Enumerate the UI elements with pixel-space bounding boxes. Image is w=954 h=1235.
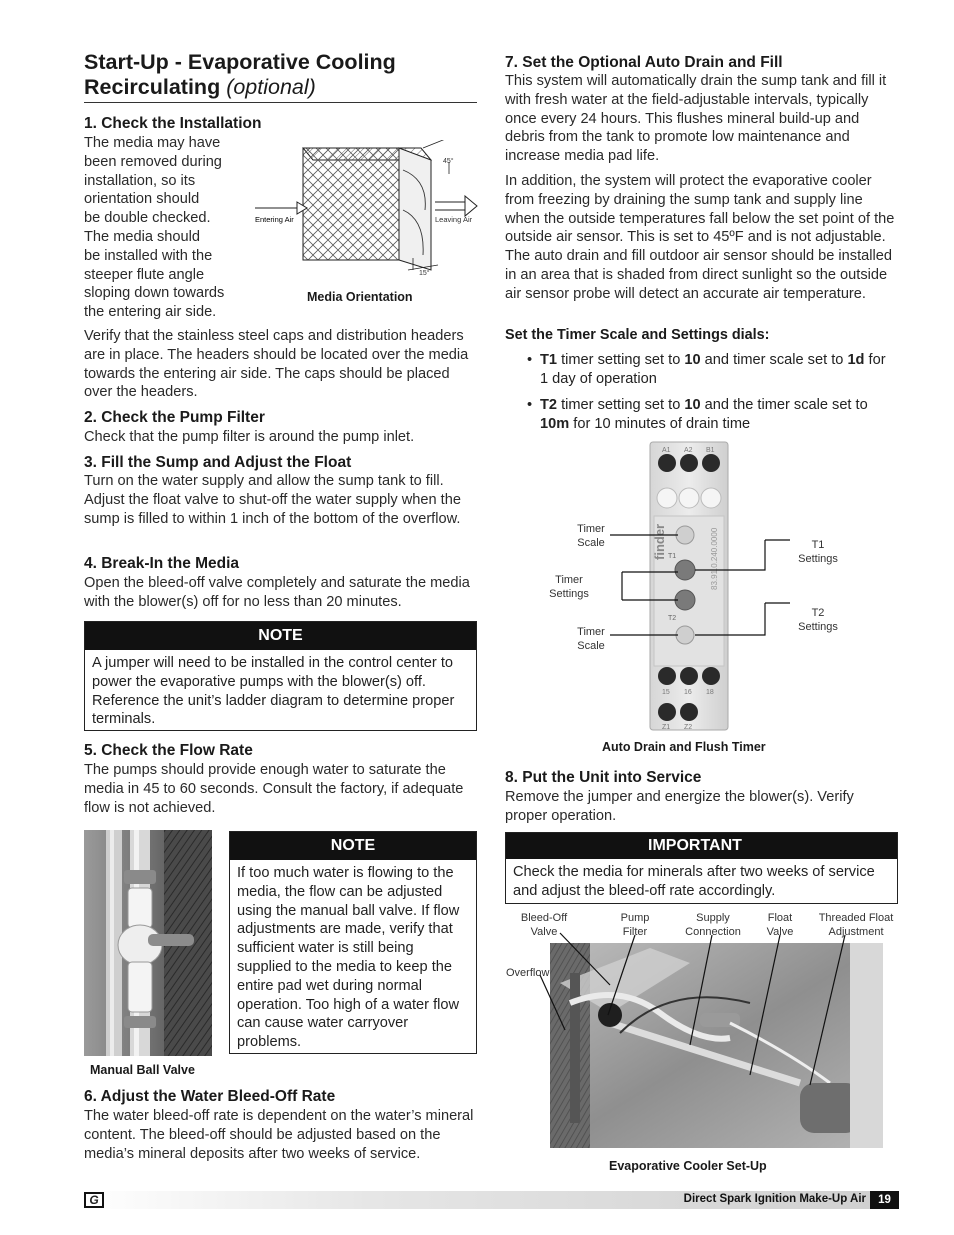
- note-jumper: [84, 621, 477, 731]
- note-jumper-heading: NOTE: [85, 622, 476, 650]
- section-1-line: orientation should: [84, 191, 200, 208]
- section-1-body-2: Verify that the stainless steel caps and distribution headers are in place. The headers should be located over the media towards the entering air side. The caps should be placed over the headers.: [84, 328, 469, 401]
- bullet-t1-k2: 10: [684, 352, 701, 368]
- terminal-18: 18: [706, 689, 714, 696]
- entering-air-label: Entering Air: [255, 215, 294, 224]
- section-1-line: the entering air side.: [84, 304, 217, 321]
- bullet-t1-t2: and timer scale set to: [700, 352, 848, 368]
- angle-15-label: 15°: [419, 270, 430, 277]
- important-box: [505, 832, 898, 904]
- label-timer-settings: Timer Settings: [549, 574, 589, 600]
- terminal-a2: A2: [684, 447, 693, 454]
- label-threaded-float-adjustment: Threaded Float Adjustment: [818, 912, 894, 938]
- note-flow-heading: NOTE: [230, 832, 476, 860]
- section-7-body-1: This system will automatically drain the sump tank and fill it with fresh water at the field-adjustable intervals, typically once every 24 hours. This flushes mineral build-up and debris from the tank to promote low maintenance and increase media pad life.: [505, 73, 887, 165]
- angle-45-label: 45°: [443, 158, 454, 165]
- label-overflow: Overflow: [506, 967, 550, 979]
- title-optional: (optional): [226, 75, 316, 99]
- label-t2-settings: T2 Settings: [798, 607, 838, 633]
- bullet-t1-t3: for 1 day of operation: [540, 352, 886, 387]
- section-1-line: been removed during: [84, 153, 222, 170]
- bullet-t2-t1: timer setting set to: [557, 397, 685, 413]
- media-orientation-diagram: [253, 140, 483, 310]
- section-2-heading: 2. Check the Pump Filter: [84, 409, 265, 426]
- cooler-callout-lines: [500, 925, 900, 1155]
- bullet-t1-k3: 1d: [847, 352, 865, 368]
- bullet-t2-k2: 10: [684, 397, 701, 413]
- label-pump-filter: Pump Filter: [620, 912, 650, 938]
- section-4-heading: 4. Break-In the Media: [84, 555, 240, 572]
- footer-logo: G: [84, 1192, 104, 1208]
- title-rule: [84, 102, 477, 103]
- section-3-body: Turn on the water supply and allow the sump tank to fill. Adjust the float valve to shut-off the water supply when the sump is filled to within 1 inch of the bottom of the overflow.: [84, 473, 461, 527]
- leaving-air-label: Leaving Air: [435, 215, 473, 224]
- section-4-body: Open the bleed-off valve completely and saturate the media with the blower(s) off for no less than 20 minutes.: [84, 575, 470, 610]
- terminal-z2: Z2: [684, 724, 693, 731]
- bullet-t2-t3: for 10 minutes of drain time: [569, 415, 751, 432]
- section-6-body: The water bleed-off rate is dependent on the water’s mineral content. The bleed-off should be adjusted based on the media’s mineral deposits after two weeks of service.: [84, 1108, 474, 1162]
- terminal-z1: Z1: [662, 724, 671, 731]
- bullet-t1-k1: T1: [540, 352, 558, 368]
- bullet-t2-k1: T2: [540, 397, 558, 413]
- section-1-line: The media should: [84, 228, 201, 245]
- bullet-t2: [527, 396, 897, 434]
- section-1-line: be double checked.: [84, 210, 211, 227]
- section-7-body-2: In addition, the system will protect the evaporative cooler from freezing by draining the sump tank and supply line when the outside temperatures fall below the set point of the outside air sensor. This is set to 45ºF and is not adjustable. The auto drain and fill outdoor air sensor should be installed in an area that is shaded from direct sunlight so the outside air sensor probe will detect an accurate air temperature.: [505, 173, 895, 302]
- bullet-t2-k3: 10m: [540, 415, 570, 432]
- note-flow-body: If too much water is flowing to the media, the flow can be adjusted using the manual ball valve. If flow adjustments are made, verify that sufficient water is still being supplied to the media to keep the entire pad wet during normal operation. Too high of a water flow can cause water carryover problems.: [237, 865, 460, 1051]
- section-7-heading: 7. Set the Optional Auto Drain and Fill: [505, 54, 783, 71]
- page-number: 19: [870, 1191, 899, 1209]
- section-1-heading: 1. Check the Installation: [84, 115, 262, 132]
- device-code: 83.91.0.240.0000: [710, 527, 719, 590]
- section-1-lines: [84, 134, 254, 322]
- media-front-face: [303, 148, 399, 260]
- label-float-valve: Float Valve: [766, 912, 794, 938]
- note-flow: [229, 831, 477, 1054]
- dial-t1-mark: T1: [668, 553, 677, 560]
- ball-valve-illustration: [84, 830, 212, 1056]
- section-1-body: [84, 134, 254, 322]
- label-t1-settings: T1 Settings: [798, 539, 838, 565]
- terminal-16: 16: [684, 689, 692, 696]
- dial-t2-mark: T2: [668, 615, 677, 622]
- bullet-dot: •: [527, 397, 533, 413]
- section-1-line: installation, so its: [84, 172, 196, 189]
- label-bleed-off-valve: Bleed-Off Valve: [520, 912, 568, 938]
- cooler-caption: Evaporative Cooler Set-Up: [609, 1159, 767, 1173]
- section-6-heading: 6. Adjust the Water Bleed-Off Rate: [84, 1088, 336, 1105]
- section-5-heading: 5. Check the Flow Rate: [84, 742, 253, 759]
- section-1-line: sloping down towards: [84, 285, 225, 302]
- manual-ball-valve-photo: [84, 830, 212, 1056]
- device-brand: finder: [652, 523, 667, 560]
- bullet-dot: •: [527, 352, 533, 368]
- section-3-heading: 3. Fill the Sump and Adjust the Float: [84, 454, 352, 471]
- media-orientation-figure: [253, 140, 483, 310]
- label-timer-scale-2: Timer Scale: [577, 626, 605, 652]
- timer-caption: Auto Drain and Flush Timer: [602, 740, 766, 754]
- media-orientation-caption: Media Orientation: [307, 290, 413, 304]
- section-8-body: Remove the jumper and energize the blower(s). Verify proper operation.: [505, 789, 854, 824]
- terminal-15: 15: [662, 689, 670, 696]
- terminal-b1: B1: [706, 447, 715, 454]
- section-1-line: The media may have: [84, 135, 221, 151]
- timer-subheading: Set the Timer Scale and Settings dials:: [505, 327, 770, 343]
- section-2-body: Check that the pump filter is around the pump inlet.: [84, 429, 415, 445]
- terminal-a1: A1: [662, 447, 671, 454]
- important-heading: IMPORTANT: [506, 833, 897, 859]
- note-jumper-body: A jumper will need to be installed in the control center to power the evaporative pumps with the blower(s) off. Reference the unit’s ladder diagram to determine proper terminals.: [92, 655, 455, 728]
- section-1-line: steeper flute angle: [84, 266, 205, 283]
- bullet-t2-t2: and the timer scale set to: [700, 397, 868, 413]
- important-body: Check the media for minerals after two weeks of service and adjust the bleed-off rate accordingly.: [513, 864, 875, 899]
- section-5-body: The pumps should provide enough water to saturate the media in 45 to 60 seconds. Consult the factory, if adequate flow is not achieved.: [84, 762, 464, 816]
- manual-ball-valve-caption: Manual Ball Valve: [90, 1063, 195, 1077]
- title-main: Start-Up - Evaporative Cooling Recirculating: [84, 50, 396, 99]
- section-8-heading: 8. Put the Unit into Service: [505, 769, 702, 786]
- label-supply-connection: Supply Connection: [685, 912, 741, 938]
- footer-title: Direct Spark Ignition Make-Up Air: [683, 1193, 866, 1205]
- bullet-t1: [527, 351, 897, 389]
- section-1-line: be installed with the: [84, 247, 213, 264]
- bullet-t1-t1: timer setting set to: [557, 352, 685, 368]
- page-title: [84, 50, 476, 100]
- label-timer-scale-1: Timer Scale: [577, 523, 605, 549]
